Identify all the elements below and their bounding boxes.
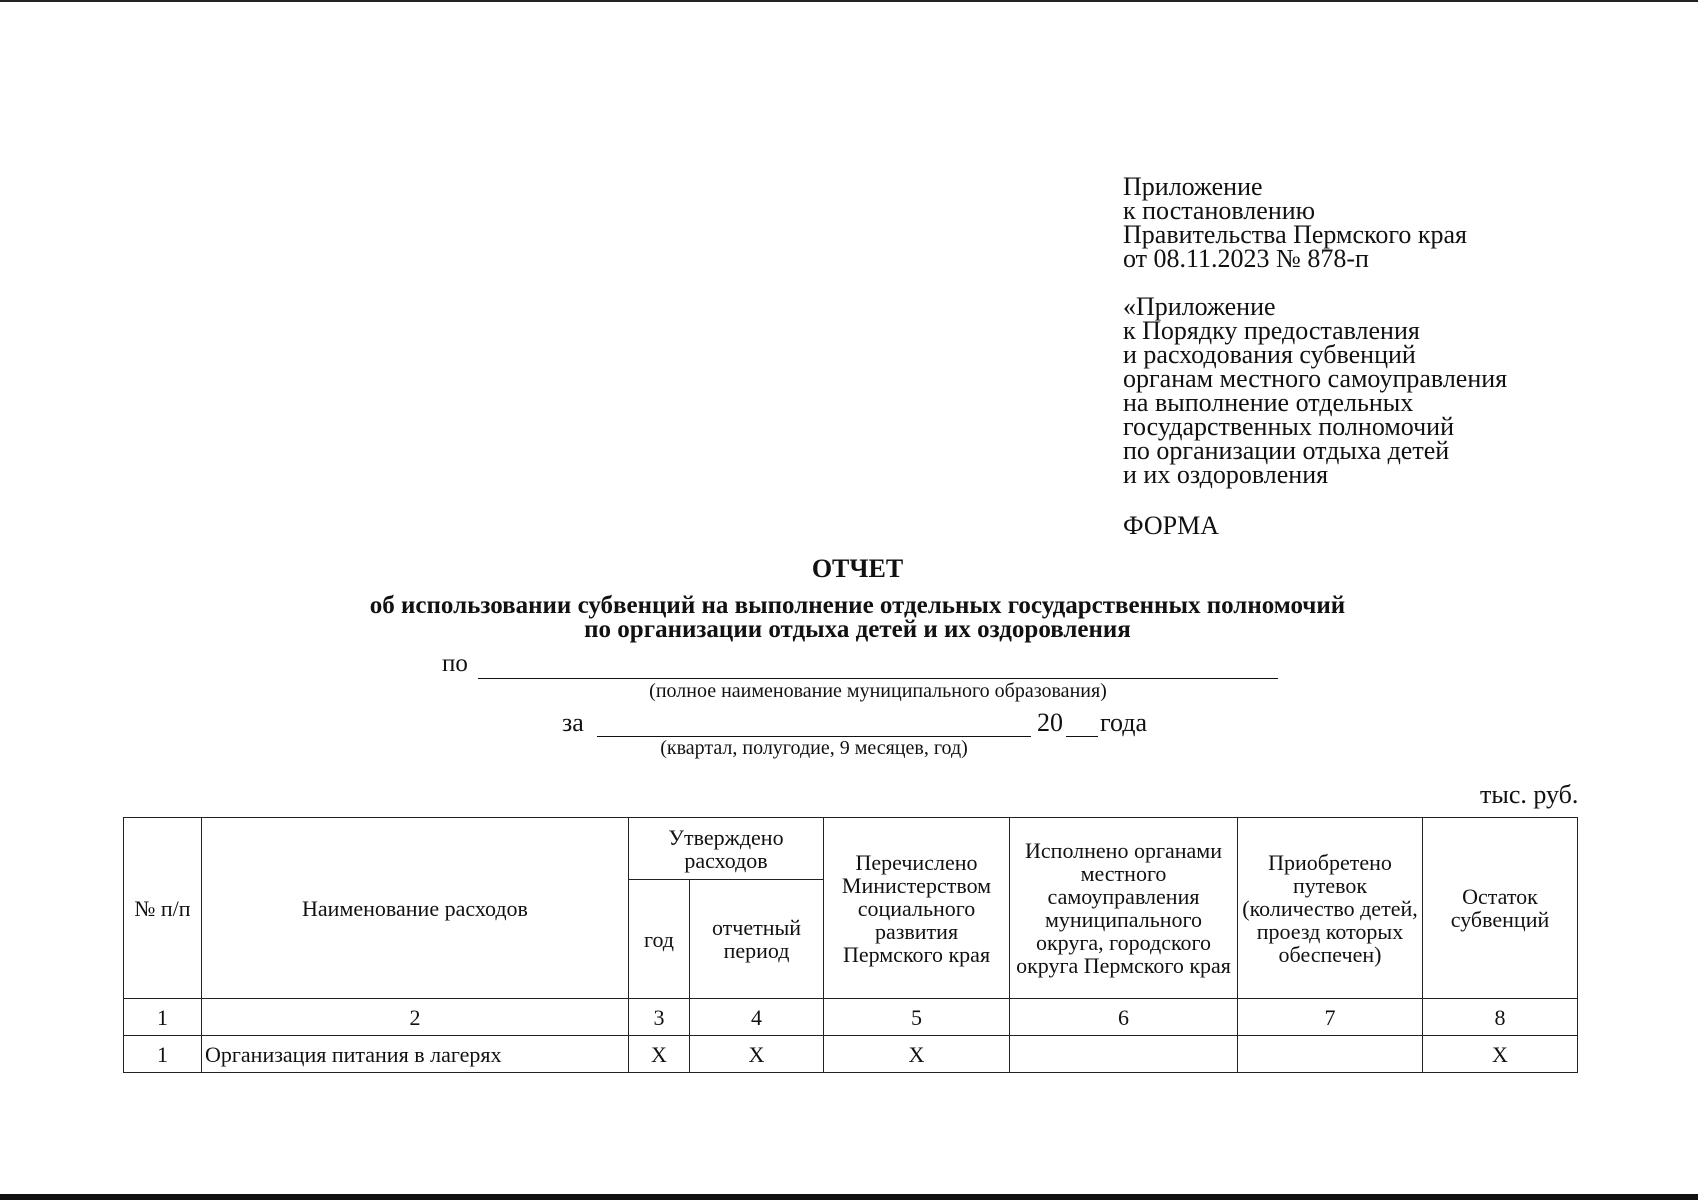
year-prefix: 20 [1037,708,1063,737]
header-executed: Исполнено органами местного самоуправления муниципального округа, городского округа Пермского края [1010,818,1238,999]
appendix-line: органам местного самоуправления [1123,364,1508,393]
header-vouchers: Приобретено путевок (количество детей, проезд которых обеспечен) [1238,818,1423,999]
row-executed[interactable] [1010,1036,1238,1073]
row-remainder: X [1423,1036,1578,1073]
row-year: X [629,1036,690,1073]
column-number: 6 [1010,999,1238,1036]
year-suffix: года [1100,708,1148,737]
appendix-line: Правительства Пермского края [1123,220,1467,249]
header-remainder: Остаток субвенций [1423,818,1578,999]
header-approved: Утверждено расходов [629,818,824,880]
period-note: (квартал, полугодие, 9 месяцев, год) [660,737,968,759]
column-number: 2 [202,999,629,1036]
subtitle-line: по организации отдыха детей и их оздоровления [584,616,1131,643]
column-number: 4 [690,999,824,1036]
form-label: ФОРМА [1123,511,1219,540]
appendix-line: Приложение [1123,172,1263,201]
header-transferred: Перечислено Министерством социального развития Пермского края [824,818,1010,999]
appendix-line: государственных полномочий [1123,412,1455,441]
row-transferred: X [824,1036,1010,1073]
appendix-line: от 08.11.2023 № 878-п [1123,244,1369,273]
page-bottom-edge [0,1194,1698,1200]
row-period: X [690,1036,824,1073]
appendix-line: на выполнение отдельных [1123,388,1414,417]
row-vouchers[interactable] [1238,1036,1423,1073]
appendix-line: и их оздоровления [1123,460,1329,489]
document-title: ОТЧЕТ [811,554,904,583]
appendix-line: и расходования субвенций [1123,340,1416,369]
appendix-block [1123,172,1508,489]
column-number: 3 [629,999,690,1036]
year-fill-line[interactable] [1066,736,1098,737]
row-number: 1 [124,1036,202,1073]
appendix-line: к постановлению [1123,196,1316,225]
row-name: Организация питания в лагерях [202,1036,629,1073]
document-subtitle [0,594,1698,642]
header-name: Наименование расходов [202,818,629,999]
units-label: тыс. руб. [1480,780,1579,809]
header-period: отчетный период [690,880,824,999]
appendix-line: к Порядку предоставления [1123,316,1420,345]
column-number: 7 [1238,999,1423,1036]
column-number: 5 [824,999,1010,1036]
appendix-line: по организации отдыха детей [1123,436,1450,465]
subtitle-line: об использовании субвенций на выполнение отдельных государственных полномочий [369,592,1346,619]
municipality-label: по [442,650,468,677]
page-top-edge [0,0,1698,2]
municipality-fill-line[interactable] [478,678,1278,679]
period-label: за [562,708,584,737]
report-table [123,817,1578,1073]
column-number: 1 [124,999,202,1036]
appendix-line: «Приложение [1123,292,1276,321]
municipality-note: (полное наименование муниципального образования) [649,680,1107,702]
column-number: 8 [1423,999,1578,1036]
column-numbers-row [124,999,1578,1036]
table-row [124,1036,1578,1073]
header-number: № п/п [124,818,202,999]
header-year: год [629,880,690,999]
